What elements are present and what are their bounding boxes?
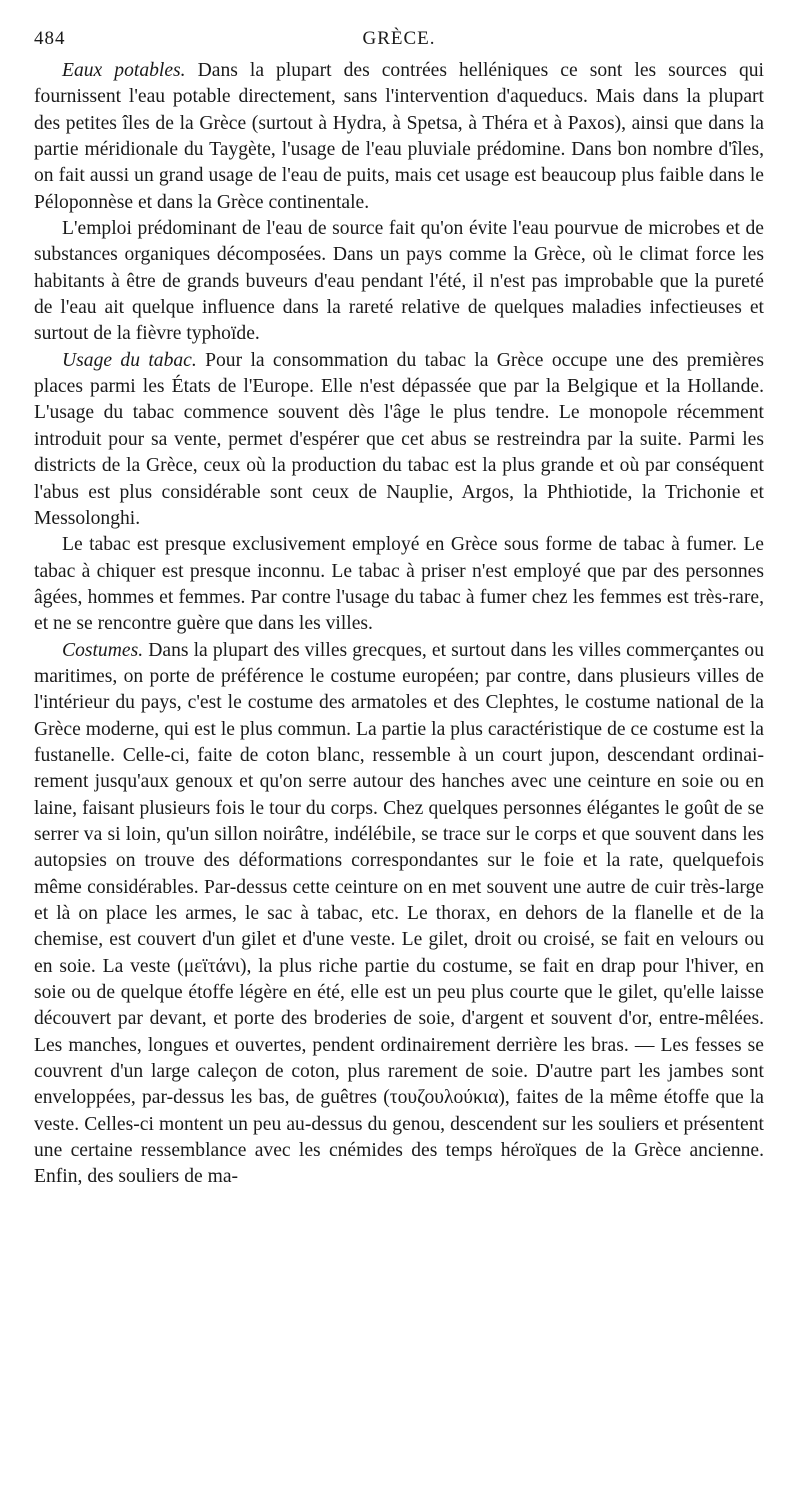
paragraph-text: Le tabac est presque exclusivement employé en Grèce sous forme de tabac à fumer. Le tabac à chiquer est presque inconnu. Le tabac à priser n'est employé que par des personnes âgées, hommes et femmes. Par contre l'usage du tabac à fumer chez les femmes est très-rare, et ne se rencontre guère que dans les villes.	[34, 534, 764, 635]
book-page	[34, 28, 764, 1191]
running-title: GRÈCE.	[362, 28, 436, 49]
section-heading-usage-du-tabac: Usage du tabac.	[62, 349, 197, 371]
paragraph-eaux-potables	[34, 58, 764, 216]
section-heading-costumes: Costumes.	[62, 639, 144, 661]
section-heading-eaux-potables: Eaux potables.	[62, 60, 186, 81]
paragraph-text: Pour la consommation du tabac la Grèce occupe une des premières places parmi les États de l'Europe. Elle n'est dépassée que par la Belgique et la Hollande. L'usage du tabac commence souvent dès l'âge le plus tendre. Le monopole récemment introduit pour sa vente, permet d'espérer que cet abus se restreindra par la suite. Parmi les districts de la Grèce, ceux où la production du tabac est la plus grande et où par conséquent l'abus est plus considérable sont ceux de Nauplie, Argos, la Phthiotide, la Trichonie et Messolonghi.	[34, 349, 764, 529]
paragraph-costumes	[34, 638, 764, 1191]
paragraph-text: Dans la plupart des villes grecques, et surtout dans les villes commerçantes ou maritimes, on porte de préférence le costume européen; par contre, dans plusieurs villes de l'intérieur du pays, c'est le costume des armatoles et des Clephtes, le costume national de la Grèce moderne, qui est le plus commun. La partie la plus caractéristique de ce costume est la fustanelle. Celle-ci, faite de coton blanc, ressemble à un court jupon, descendant ordinairement jusqu'aux genoux et qu'on serre autour des hanches avec une ceinture en soie ou en laine, faisant plusieurs fois le tour du corps. Chez quelques personnes élégantes le goût de se serrer va si loin, qu'un sillon noirâtre, indélébile, se trace sur le corps et que souvent dans les autopsies on trouve des déformations correspondantes sur le foie et la rate, quelquefois même considérables. Par-dessus cette ceinture on en met souvent une autre de cuir très-large et là on place les armes, le sac à tabac, etc. Le thorax, en dehors de la flanelle et de la chemise, est couvert d'un gilet et d'une veste. Le gilet, droit ou croisé, se fait en velours ou en soie. La veste (μεϊτάνι), la plus riche partie du costume, se fait en drap pour l'hiver, en soie ou de quelque étoffe légère en été, elle est un peu plus courte que le gilet, qu'elle laisse découvert par devant, et porte des broderies de soie, d'argent et souvent d'or, entre-mêlées. Les manches, longues et ouvertes, pendent ordinairement derrière les bras. — Les fesses se couvrent d'un large caleçon de coton, plus rarement de soie. D'autre part les jambes sont enveloppées, par-dessus les bas, de guêtres (τουζουλούκια), faites de la même étoffe que la veste. Celles-ci montent un peu au-dessus du genou, descendent sur les souliers et présentent une certaine ressemblance avec les cnémides des temps héroïques de la Grèce ancienne. Enfin, des souliers de ma-	[34, 639, 764, 1188]
paragraph-text: Dans la plupart des contrées helléniques ce sont les sources qui fournissent l'eau potable directement, sans l'intervention d'aqueducs. Mais dans la plupart des petites îles de la Grèce (surtout à Hydra, à Spetsa, à Théra et à Paxos), ainsi que dans la partie méridionale du Taygète, l'usage de l'eau pluviale prédomine. Dans bon nombre d'îles, on fait aussi un grand usage de l'eau de puits, mais cet usage est beaucoup plus faible dans le Péloponnèse et dans la Grèce continentale.	[34, 60, 764, 213]
paragraph-tabac-a-fumer	[34, 532, 764, 637]
page-number: 484	[34, 28, 66, 49]
paragraph-usage-du-tabac	[34, 348, 764, 532]
body-text	[34, 58, 764, 1191]
running-head	[34, 28, 764, 58]
paragraph-eau-de-source	[34, 216, 764, 348]
paragraph-text: L'emploi prédominant de l'eau de source fait qu'on évite l'eau pourvue de microbes et de substances organiques décomposées. Dans un pays comme la Grèce, où le climat force les habitants à être de grands buveurs d'eau pendant l'été, il n'est pas improbable que la pureté de l'eau ait quelque influence dans la rareté relative de quelques maladies infectieuses et surtout de la fièvre typhoïde.	[34, 218, 764, 345]
